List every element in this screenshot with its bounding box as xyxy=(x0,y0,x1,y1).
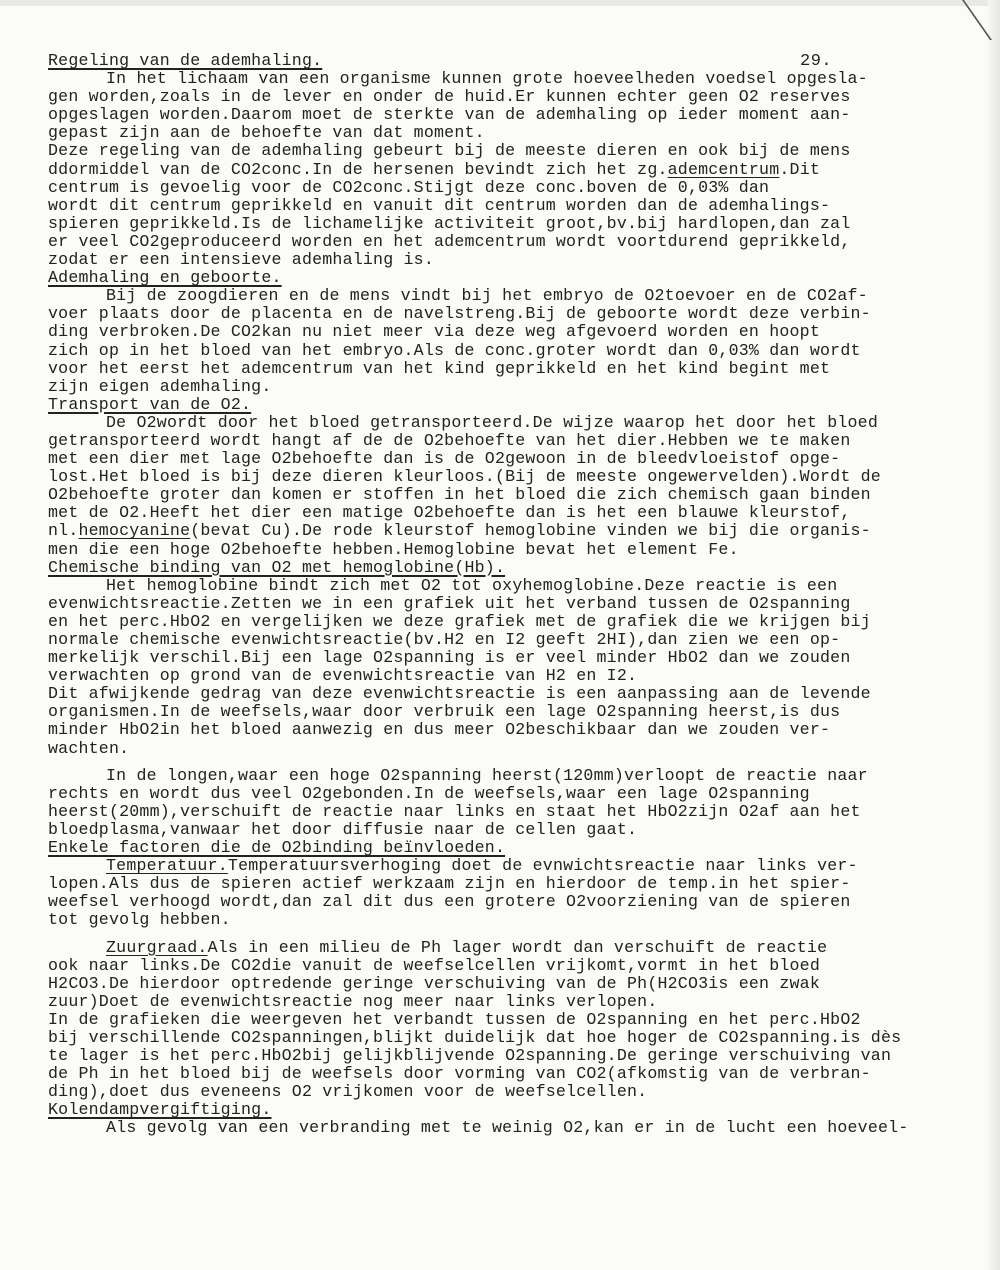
line-text-after: Temperatuursverhoging doet de evnwichtsreactie naar links ver- xyxy=(227,856,858,876)
text-line xyxy=(48,486,928,504)
text-line xyxy=(48,468,928,486)
text-line xyxy=(48,179,928,197)
text-line xyxy=(48,767,928,785)
text-line xyxy=(48,251,928,269)
text-line xyxy=(48,541,928,559)
document-body xyxy=(48,52,928,1138)
line-text: gepast zijn aan de behoefte van dat moment. xyxy=(48,123,485,143)
line-text: getransporteerd wordt hangt af de de O2behoefte van het dier.Hebben we te maken xyxy=(48,430,851,450)
text-line xyxy=(48,613,928,631)
text-line xyxy=(48,522,928,540)
page-number: 29. xyxy=(800,52,833,71)
text-line xyxy=(48,857,928,875)
text-line xyxy=(48,821,928,839)
line-text: ddormiddel van de CO2conc.In de hersenen bevindt zich het zg. xyxy=(48,159,668,179)
text-line xyxy=(48,106,928,124)
section-heading: Enkele factoren die de O2binding beïnvloeden. xyxy=(48,838,506,858)
line-text: ding verbroken.De CO2kan nu niet meer via deze weg afgevoerd worden en hoopt xyxy=(48,322,820,342)
text-line xyxy=(48,342,928,360)
text-line xyxy=(48,875,928,893)
line-text: opgeslagen worden.Daarom moet de sterkte van de ademhaling op ieder moment aan- xyxy=(48,105,851,125)
line-text: De O2wordt door het bloed getransporteerd.De wijze waarop het door het bloed xyxy=(106,412,878,432)
text-line xyxy=(48,975,928,993)
line-text: er veel CO2geproduceerd worden en het ademcentrum wordt voortdurend geprikkeld, xyxy=(48,231,851,251)
underlined-term: Zuurgraad. xyxy=(106,937,208,957)
line-text: met de O2.Heeft het dier een matige O2behoefte dan is het een blauwe kleurstof, xyxy=(48,503,851,523)
text-line xyxy=(48,378,928,396)
text-line xyxy=(48,323,928,341)
text-line xyxy=(48,595,928,613)
line-text: tot gevolg hebben. xyxy=(48,910,231,930)
section-heading: Chemische binding van O2 met hemoglobine(Hb). xyxy=(48,557,506,577)
section-heading: Regeling van de ademhaling. xyxy=(48,51,323,70)
line-text: organismen.In de weefsels,waar door verbruik een lage O2spanning heerst,is dus xyxy=(48,702,841,722)
line-text-after: .Dit xyxy=(779,159,821,179)
text-line xyxy=(48,1065,928,1083)
line-text: wordt dit centrum geprikkeld en vanuit dit centrum worden dan de ademhalings- xyxy=(48,195,831,215)
line-text: te lager is het perc.HbO2bij gelijkblijvende O2spanning.De geringe verschuiving van xyxy=(48,1046,892,1066)
text-line xyxy=(48,721,928,739)
line-text: zijn eigen ademhaling. xyxy=(48,376,272,396)
text-line xyxy=(48,631,928,649)
line-text: minder HbO2in het bloed aanwezig en dus meer O2beschikbaar dan we zouden ver- xyxy=(48,720,831,740)
text-line xyxy=(48,215,928,233)
text-line xyxy=(48,1083,928,1101)
line-text: Het hemoglobine bindt zich met O2 tot oxyhemoglobine.Deze reactie is een xyxy=(106,575,838,595)
line-text: In het lichaam van een organisme kunnen grote hoeveelheden voedsel opgesla- xyxy=(106,69,868,89)
text-line xyxy=(48,1029,928,1047)
section-heading: Kolendampvergiftiging. xyxy=(48,1100,272,1120)
line-text: zich op in het bloed van het embryo.Als de conc.groter wordt dan 0,03% dan wordt xyxy=(48,340,861,360)
text-line xyxy=(48,161,928,179)
underlined-term: hemocyanine xyxy=(78,521,191,541)
section-heading: Ademhaling en geboorte. xyxy=(48,268,282,288)
line-text: H2CO3.De hierdoor optredende geringe verschuiving van de Ph(H2CO3is een zwak xyxy=(48,973,820,993)
text-line xyxy=(48,785,928,803)
underlined-term: ademcentrum xyxy=(667,159,780,179)
text-line xyxy=(48,685,928,703)
line-text: voor het eerst het ademcentrum van het kind geprikkeld en het kind begint met xyxy=(48,358,831,378)
text-line xyxy=(48,360,928,378)
text-line xyxy=(48,939,928,957)
text-line xyxy=(48,1047,928,1065)
line-text: de Ph in het bloed bij de weefsels door vorming van CO2(afkomstig van de verbran- xyxy=(48,1064,871,1084)
line-text: en het perc.HbO2 en vergelijken we deze grafiek met de grafiek die we krijgen bij xyxy=(48,611,871,631)
line-text: nl. xyxy=(48,521,79,541)
underlined-term: Temperatuur. xyxy=(106,856,228,876)
section-heading: Transport van de O2. xyxy=(48,394,252,414)
text-line xyxy=(48,432,928,450)
line-text: normale chemische evenwichtsreactie(bv.H2 en I2 geeft 2HI),dan zien we een op- xyxy=(48,630,841,649)
text-line xyxy=(48,803,928,821)
line-text: heerst(20mm),verschuift de reactie naar links en staat het HbO2zijn O2af aan het xyxy=(48,801,861,821)
line-text: O2behoefte groter dan komen er stoffen in het bloed die zich chemisch gaan binden xyxy=(48,485,871,505)
line-text: met een dier met lage O2behoefte dan is de O2gewoon in de bleedvloeistof opge- xyxy=(48,449,841,469)
text-line xyxy=(48,1011,928,1029)
line-text-after: (bevat Cu).De rode kleurstof hemoglobine vinden we bij die organis- xyxy=(190,521,871,541)
text-line xyxy=(48,124,928,142)
line-text: gen worden,zoals in de lever en onder de huid.Er kunnen echter geen O2 reserves xyxy=(48,87,851,107)
line-text: voer plaats door de placenta en de navelstreng.Bij de geboorte wordt deze verbin- xyxy=(48,304,871,324)
line-text: ook naar links.De CO2die vanuit de weefselcellen vrijkomt,vormt in het bloed xyxy=(48,955,820,975)
line-text: zuur)Doet de evenwichtsreactie nog meer naar links verlopen. xyxy=(48,991,658,1011)
text-line xyxy=(48,957,928,975)
line-text: rechts en wordt dus veel O2gebonden.In de weefsels,waar een lage O2spanning xyxy=(48,783,810,803)
line-text: Dit afwijkende gedrag van deze evenwichtsreactie is een aanpassing aan de levende xyxy=(48,684,871,704)
line-text: In de grafieken die weergeven het verbandt tussen de O2spanning en het perc.HbO2 xyxy=(48,1009,861,1029)
line-text: bloedplasma,vanwaar het door diffusie naar de cellen gaat. xyxy=(48,819,638,839)
text-line xyxy=(48,893,928,911)
line-text: lopen.Als dus de spieren actief werkzaam zijn en hierdoor de temp.in het spier- xyxy=(48,874,851,894)
text-line xyxy=(48,911,928,929)
text-line xyxy=(48,233,928,251)
line-text: zodat er een intensieve ademhaling is. xyxy=(48,250,434,270)
text-line xyxy=(48,88,928,106)
text-line xyxy=(48,703,928,721)
text-line xyxy=(48,70,928,88)
text-line xyxy=(48,305,928,323)
line-text: bij verschillende CO2spanningen,blijkt duidelijk dat hoe hoger de CO2spanning.is dès xyxy=(48,1027,902,1047)
scan-edge-top xyxy=(0,0,1000,6)
text-line xyxy=(48,142,928,160)
line-text: Als gevolg van een verbranding met te weinig O2,kan er in de lucht een hoeveel- xyxy=(106,1118,909,1138)
line-text: lost.Het bloed is bij deze dieren kleurloos.(Bij de meeste ongewervelden).Wordt de xyxy=(48,467,881,487)
scan-edge-right xyxy=(988,0,1000,1270)
corner-fold-mark xyxy=(962,0,1000,40)
text-line xyxy=(48,287,928,305)
text-line xyxy=(48,414,928,432)
text-line xyxy=(48,197,928,215)
text-line xyxy=(48,1119,928,1137)
line-text: wachten. xyxy=(48,738,130,758)
line-text: verwachten op grond van de evenwichtsreactie van H2 en I2. xyxy=(48,666,638,686)
text-line xyxy=(48,450,928,468)
text-line xyxy=(48,504,928,522)
text-line xyxy=(48,740,928,758)
line-text: evenwichtsreactie.Zetten we in een grafiek uit het verband tussen de O2spanning xyxy=(48,593,851,613)
line-text: Deze regeling van de ademhaling gebeurt bij de meeste dieren en ook bij de mens xyxy=(48,141,851,161)
line-text: In de longen,waar een hoge O2spanning heerst(120mm)verloopt de reactie naar xyxy=(106,765,868,785)
line-text: ding),doet dus eveneens O2 vrijkomen voor de weefselcellen. xyxy=(48,1082,648,1102)
text-line xyxy=(48,993,928,1011)
line-text: weefsel verhoogd wordt,dan zal dit dus een grotere O2voorziening van de spieren xyxy=(48,892,851,912)
line-text: men die een hoge O2behoefte hebben.Hemoglobine bevat het element Fe. xyxy=(48,539,739,559)
line-text: merkelijk verschil.Bij een lage O2spanning is er veel minder HbO2 dan we zouden xyxy=(48,648,851,668)
line-text-after: Als in een milieu de Ph lager wordt dan verschuift de reactie xyxy=(207,937,828,957)
text-line xyxy=(48,577,928,595)
text-line xyxy=(48,667,928,685)
line-text: Bij de zoogdieren en de mens vindt bij het embryo de O2toevoer en de CO2af- xyxy=(106,286,868,306)
text-line xyxy=(48,649,928,667)
line-text: centrum is gevoelig voor de CO2conc.Stijgt deze conc.boven de 0,03% dan xyxy=(48,177,770,197)
line-text: spieren geprikkeld.Is de lichamelijke activiteit groot,bv.bij hardlopen,dan zal xyxy=(48,213,851,233)
